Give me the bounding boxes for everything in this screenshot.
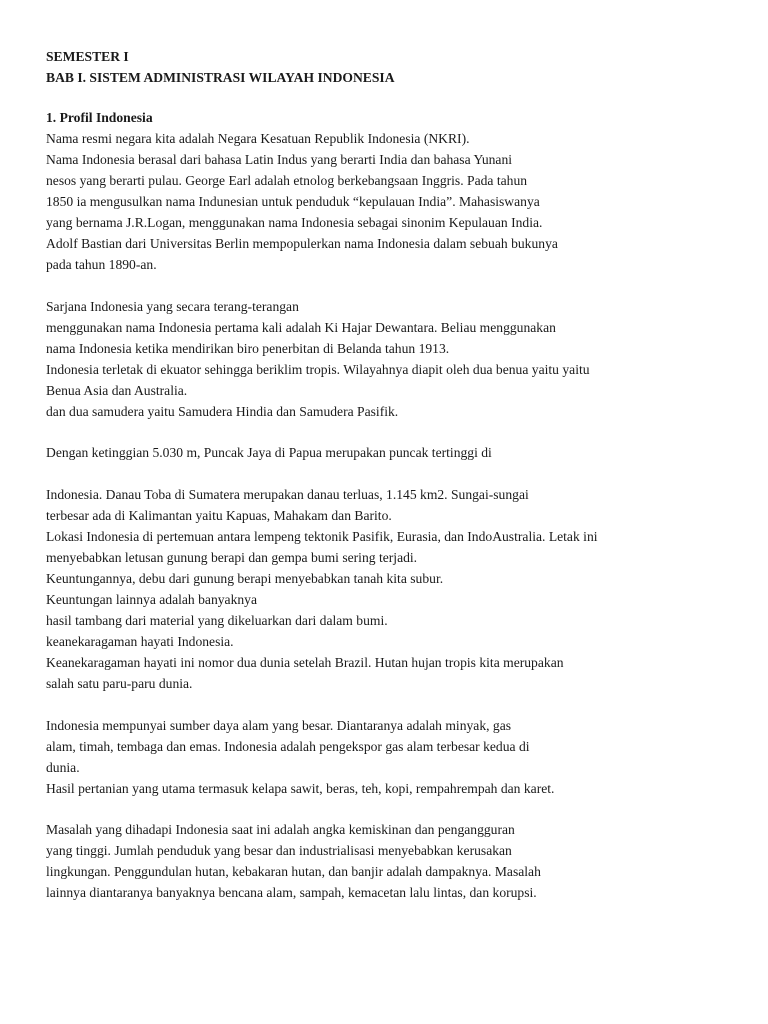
- paragraph-line: menggunakan nama Indonesia pertama kali adalah Ki Hajar Dewantara. Beliau menggunakan: [46, 320, 556, 335]
- paragraph-line: yang bernama J.R.Logan, menggunakan nama Indonesia sebagai sinonim Kepulauan India.: [46, 215, 543, 230]
- paragraph-line: Indonesia terletak di ekuator sehingga beriklim tropis. Wilayahnya diapit oleh dua benua yaitu yaitu: [46, 362, 590, 377]
- paragraph-line: lainnya diantaranya banyaknya bencana alam, sampah, kemacetan lalu lintas, dan korupsi.: [46, 885, 537, 900]
- paragraph-line: Indonesia mempunyai sumber daya alam yang besar. Diantaranya adalah minyak, gas: [46, 718, 512, 733]
- paragraph-line: Keuntungan lainnya adalah banyaknya: [46, 592, 258, 607]
- paragraph-line: dan dua samudera yaitu Samudera Hindia dan Samudera Pasifik.: [46, 404, 399, 419]
- paragraph-line: nama Indonesia ketika mendirikan biro penerbitan di Belanda tahun 1913.: [46, 341, 450, 356]
- paragraph-line: hasil tambang dari material yang dikeluarkan dari dalam bumi.: [46, 613, 388, 628]
- paragraph-line: Keuntungannya, debu dari gunung berapi menyebabkan tanah kita subur.: [46, 571, 444, 586]
- paragraph-line: Dengan ketinggian 5.030 m, Puncak Jaya di Papua merupakan puncak tertinggi di: [46, 445, 492, 460]
- paragraph-line: Adolf Bastian dari Universitas Berlin mempopulerkan nama Indonesia dalam sebuah bukunya: [46, 236, 558, 251]
- paragraph-line: Nama resmi negara kita adalah Negara Kesatuan Republik Indonesia (NKRI).: [46, 131, 470, 146]
- paragraph-line: nesos yang berarti pulau. George Earl adalah etnolog berkebangsaan Inggris. Pada tahun: [46, 173, 528, 188]
- paragraph-line: Masalah yang dihadapi Indonesia saat ini adalah angka kemiskinan dan pengangguran: [46, 822, 515, 837]
- paragraph-line: pada tahun 1890-an.: [46, 257, 157, 272]
- paragraph-line: keanekaragaman hayati Indonesia.: [46, 634, 234, 649]
- paragraph-line: Hasil pertanian yang utama termasuk kelapa sawit, beras, teh, kopi, rempahrempah dan karet.: [46, 781, 555, 796]
- paragraph-line: salah satu paru-paru dunia.: [46, 676, 193, 691]
- paragraph-line: lingkungan. Penggundulan hutan, kebakaran hutan, dan banjir adalah dampaknya. Masalah: [46, 864, 541, 879]
- paragraph-line: 1850 ia mengusulkan nama Indunesian untuk penduduk “kepulauan India”. Mahasiswanya: [46, 194, 540, 209]
- paragraph-line: dunia.: [46, 760, 80, 775]
- paragraph-line: Nama Indonesia berasal dari bahasa Latin Indus yang berarti India dan bahasa Yunani: [46, 152, 513, 167]
- chapter-heading: BAB I. SISTEM ADMINISTRASI WILAYAH INDONESIA: [46, 70, 395, 85]
- semester-heading: SEMESTER I: [46, 49, 129, 64]
- paragraph-line: Lokasi Indonesia di pertemuan antara lempeng tektonik Pasifik, Eurasia, dan IndoAustralia. Letak ini: [46, 529, 598, 544]
- paragraph-line: Sarjana Indonesia yang secara terang-terangan: [46, 299, 299, 314]
- paragraph-line: Keanekaragaman hayati ini nomor dua dunia setelah Brazil. Hutan hujan tropis kita merupakan: [46, 655, 564, 670]
- paragraph-line: menyebabkan letusan gunung berapi dan gempa bumi sering terjadi.: [46, 550, 418, 565]
- paragraph-line: terbesar ada di Kalimantan yaitu Kapuas, Mahakam dan Barito.: [46, 508, 392, 523]
- paragraph-line: Benua Asia dan Australia.: [46, 383, 188, 398]
- paragraph-line: yang tinggi. Jumlah penduduk yang besar dan industrialisasi menyebabkan kerusakan: [46, 843, 512, 858]
- paragraph-line: alam, timah, tembaga dan emas. Indonesia adalah pengekspor gas alam terbesar kedua di: [46, 739, 530, 754]
- section-title: 1. Profil Indonesia: [46, 110, 153, 125]
- paragraph-line: Indonesia. Danau Toba di Sumatera merupakan danau terluas, 1.145 km2. Sungai-sungai: [46, 487, 529, 502]
